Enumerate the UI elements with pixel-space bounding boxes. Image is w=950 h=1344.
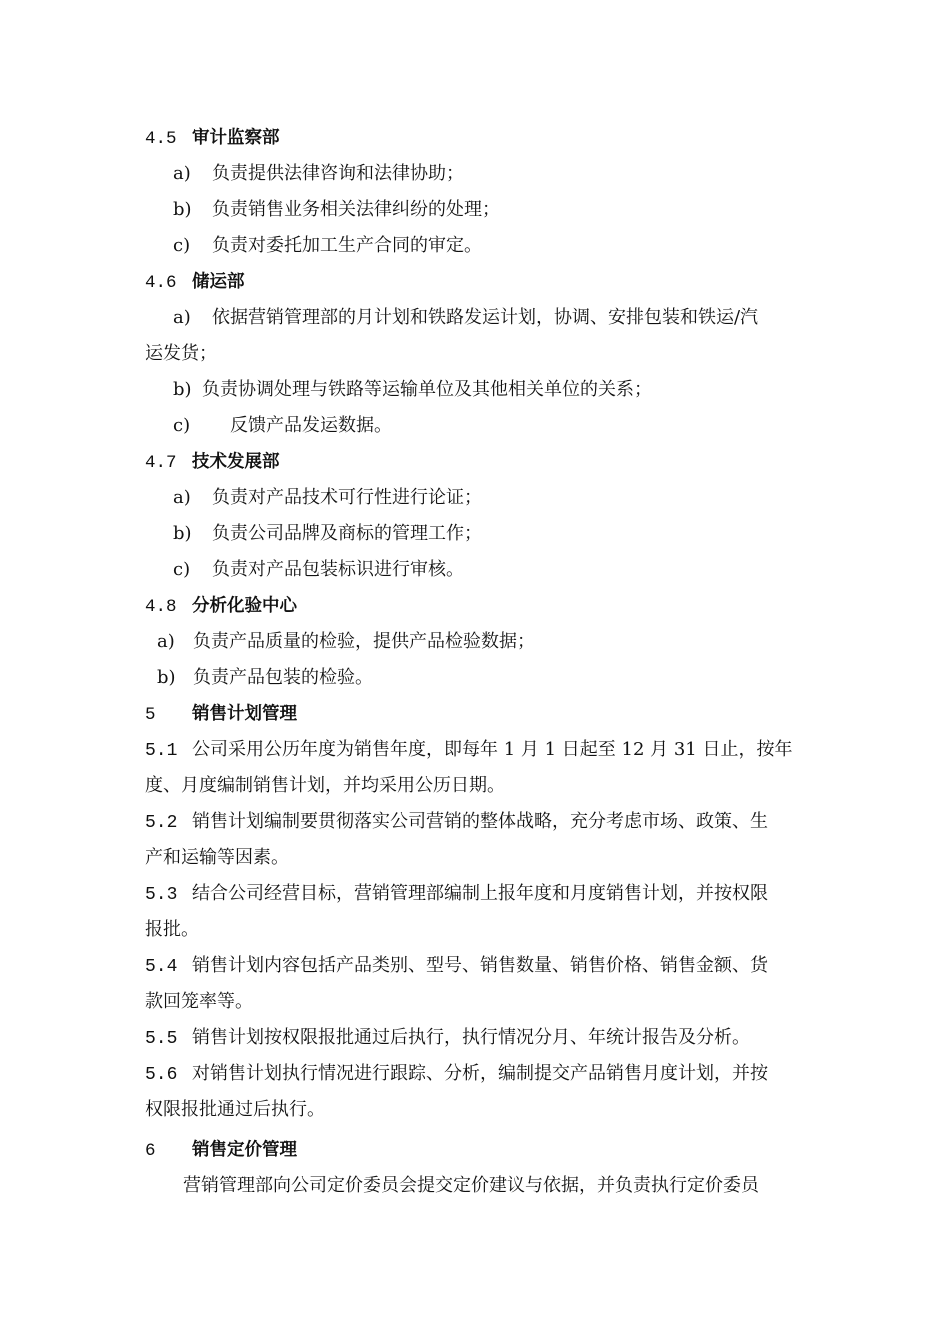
- list-item-4-8-a: a) 负责产品质量的检验，提供产品检验数据；: [157, 631, 535, 652]
- section-heading-5: 5 销售计划管理: [145, 704, 297, 725]
- list-item-4-6-a-cont: 运发货；: [145, 343, 217, 364]
- list-item-4-6-c: c) 反馈产品发运数据。: [173, 415, 392, 436]
- section-heading-4-8: 4.8 分析化验中心: [145, 596, 297, 617]
- paragraph-5-4: 5.4 销售计划内容包括产品类别、型号、销售数量、销售价格、销售金额、货: [145, 955, 768, 977]
- list-item-4-6-b: b) 负责协调处理与铁路等运输单位及其他相关单位的关系；: [173, 379, 652, 400]
- section-heading-4-5: 4.5 审计监察部: [145, 128, 280, 149]
- list-item-4-7-b: b) 负责公司品牌及商标的管理工作；: [173, 523, 482, 544]
- paragraph-5-2: 5.2 销售计划编制要贯彻落实公司营销的整体战略，充分考虑市场、政策、生: [145, 811, 768, 833]
- paragraph-6-1: 营销管理部向公司定价委员会提交定价建议与依据，并负责执行定价委员: [183, 1175, 759, 1196]
- paragraph-5-4-cont: 款回笼率等。: [145, 991, 253, 1012]
- paragraph-5-1-cont: 度、月度编制销售计划，并均采用公历日期。: [145, 775, 505, 796]
- section-heading-4-7: 4.7 技术发展部: [145, 452, 280, 473]
- paragraph-5-3: 5.3 结合公司经营目标，营销管理部编制上报年度和月度销售计划，并按权限: [145, 883, 768, 905]
- list-item-4-5-c: c) 负责对委托加工生产合同的审定。: [173, 235, 482, 256]
- list-item-4-7-a: a) 负责对产品技术可行性进行论证；: [173, 487, 482, 508]
- list-item-4-6-a: a) 依据营销管理部的月计划和铁路发运计划，协调、安排包装和铁运/汽: [173, 307, 759, 328]
- paragraph-5-6-cont: 权限报批通过后执行。: [145, 1099, 325, 1120]
- list-item-4-8-b: b) 负责产品包装的检验。: [157, 667, 373, 688]
- section-heading-4-6: 4.6 储运部: [145, 272, 245, 293]
- list-item-4-5-a: a) 负责提供法律咨询和法律协助；: [173, 163, 464, 184]
- paragraph-5-1: 5.1 公司采用公历年度为销售年度，即每年 1 月 1 日起至 12 月 31 日止，按年: [145, 739, 793, 761]
- list-item-4-5-b: b) 负责销售业务相关法律纠纷的处理；: [173, 199, 500, 220]
- paragraph-5-3-cont: 报批。: [145, 919, 199, 940]
- paragraph-5-6: 5.6 对销售计划执行情况进行跟踪、分析，编制提交产品销售月度计划，并按: [145, 1063, 768, 1085]
- paragraph-5-2-cont: 产和运输等因素。: [145, 847, 289, 868]
- list-item-4-7-c: c) 负责对产品包装标识进行审核。: [173, 559, 464, 580]
- section-heading-6: 6 销售定价管理: [145, 1140, 297, 1161]
- paragraph-5-5: 5.5 销售计划按权限报批通过后执行，执行情况分月、年统计报告及分析。: [145, 1027, 750, 1049]
